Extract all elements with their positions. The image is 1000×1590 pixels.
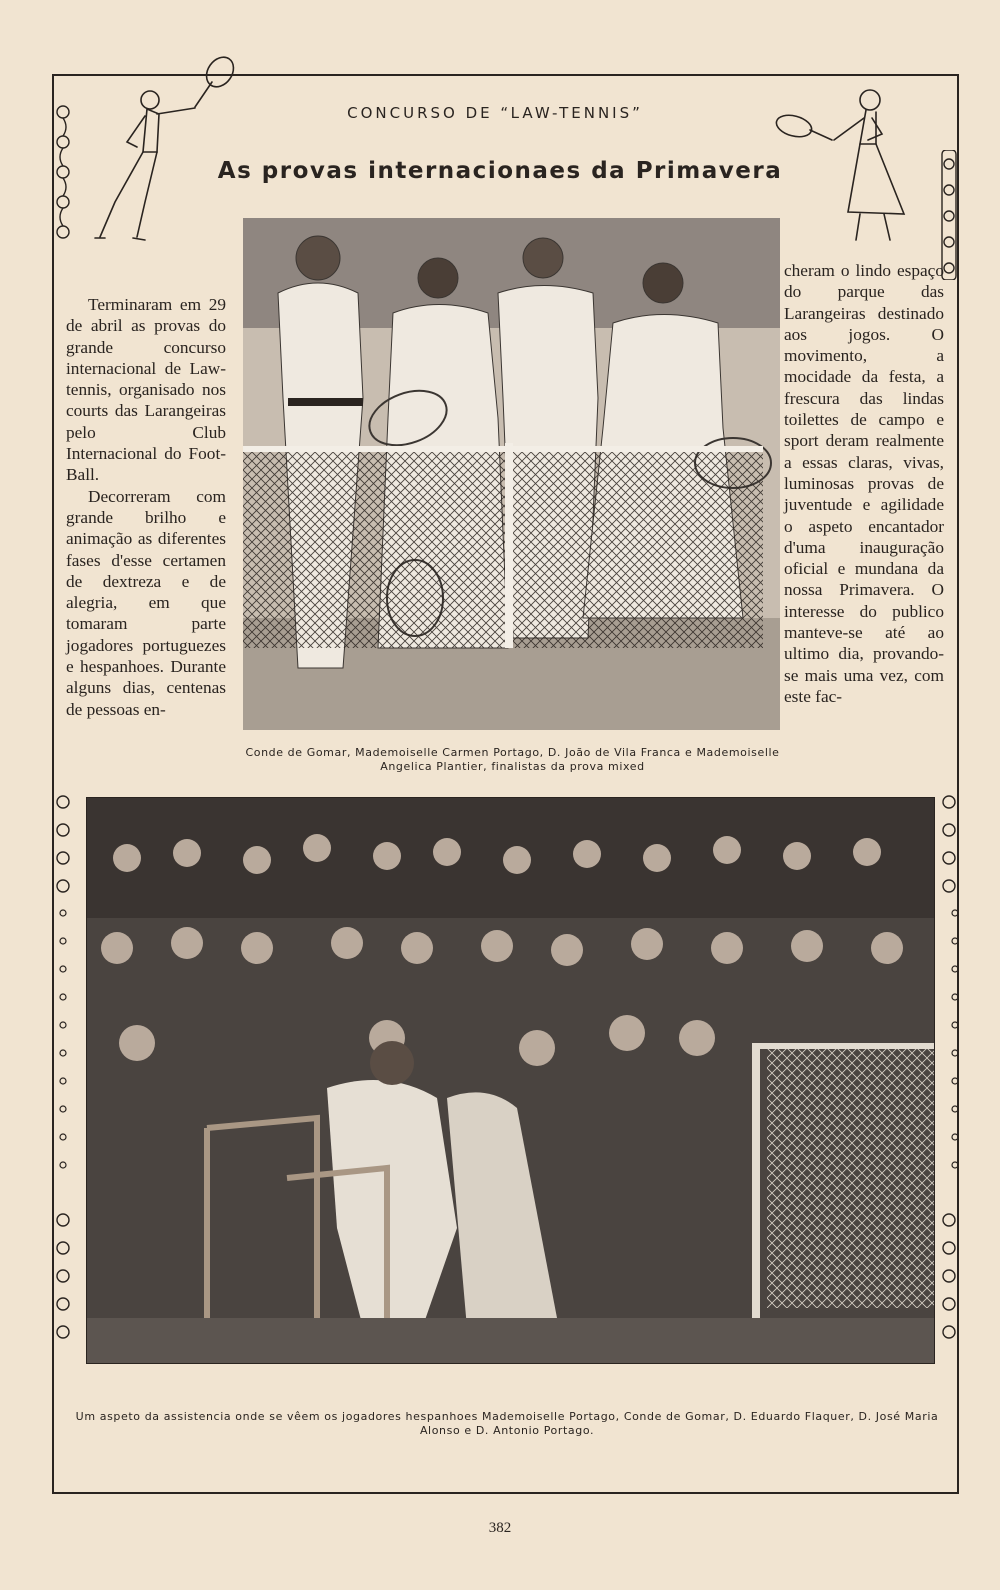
left-paragraph-1: Terminaram em 29 de abril as provas do grande concurso internacional de Law-tennis, organisado nos courts das Larangeiras pelo Club Internacional do Foot-Ball. bbox=[66, 295, 226, 485]
top-photo-caption: Conde de Gomar, Mademoiselle Carmen Portago, D. João de Vila Franca e Mademoiselle Angelica Plantier, finalistas da prova mixed bbox=[245, 746, 780, 773]
page-number: 382 bbox=[488, 1520, 512, 1536]
bottom-photo-caption: Um aspeto da assistencia onde se vêem os jogadores hespanhoes Mademoiselle Portago, Conde de Gomar, D. Eduardo Flaquer, D. José Maria Alonso e D. Antonio Portago. bbox=[75, 1410, 939, 1437]
right-text-column bbox=[784, 260, 944, 707]
article-title: As provas internacionaes da Primavera bbox=[217, 158, 783, 184]
right-paragraph: cheram o lindo espaço do parque das Larangeiras destinado aos jogos. O movimento, a mocidade da festa, a frescura das lindas toilettes de campo e sport deram realmente a essas claras, vivas, luminosas provas de juventude e agilidade o aspeto encantador d'uma inauguração oficial e mundana da nossa Primavera. O interesse do publico manteve-se até ao ultimo dia, provando-se mais uma vez, com este fac- bbox=[784, 261, 944, 706]
section-kicker: CONCURSO DE “LAW-TENNIS” bbox=[347, 104, 643, 122]
left-text-column bbox=[66, 294, 226, 720]
audience-photo bbox=[86, 797, 935, 1364]
floral-ornament-left-top bbox=[55, 100, 71, 260]
tennis-player-man-illustration bbox=[75, 52, 245, 252]
dotted-ornament-right bbox=[951, 905, 959, 1175]
dotted-ornament-left bbox=[59, 905, 67, 1175]
left-paragraph-2: Decorreram com grande brilho e animação as diferentes fases d'esse certamen de dextreza e de alegria, em que tomaram parte jogadores portuguezes e hespanhoes. Durante alguns dias, centenas de pessoas en- bbox=[66, 486, 226, 719]
finalists-photo bbox=[243, 218, 780, 730]
